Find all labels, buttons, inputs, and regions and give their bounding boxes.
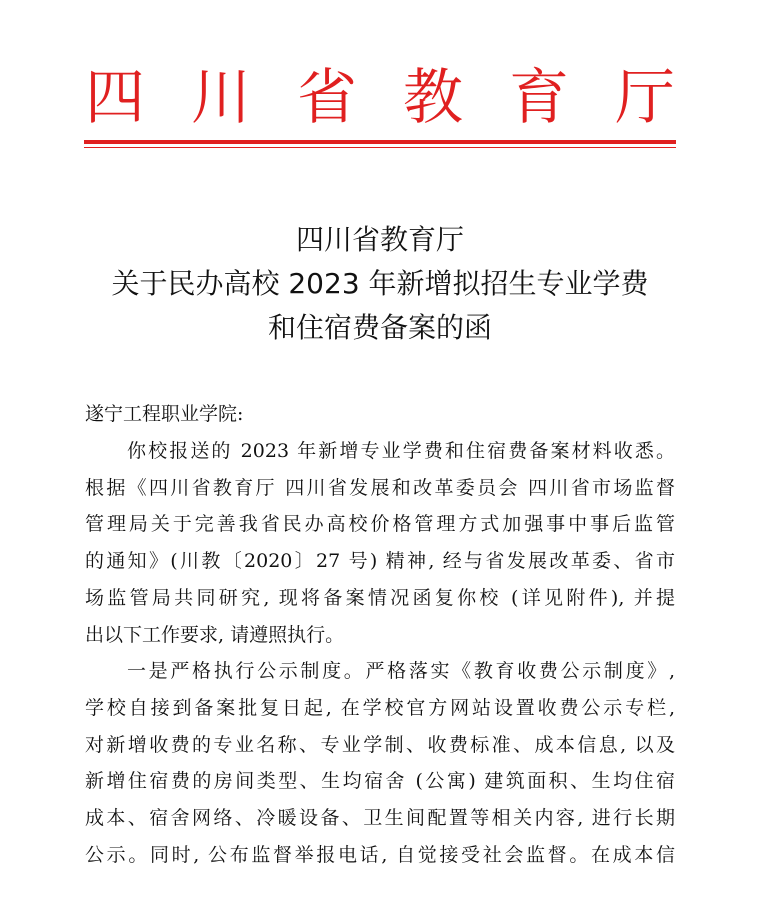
- body-line: 新增住宿费的房间类型、生均宿舍 (公寓) 建筑面积、生均住宿: [85, 770, 675, 793]
- title-line: 和住宿费备案的函: [267, 311, 492, 344]
- body-line: 场监管局共同研究, 现将备案情况函复你校 (详见附件), 并提: [85, 586, 675, 609]
- salutation: 遂宁工程职业学院:: [85, 403, 244, 425]
- letterhead-char: 教: [403, 63, 463, 133]
- letterhead-divider: [84, 140, 676, 144]
- body-line: 根据《四川省教育厅 四川省发展和改革委员会 四川省市场监督: [85, 476, 675, 499]
- body-line: 出以下工作要求, 请遵照执行。: [85, 623, 345, 646]
- body-line: 学校自接到备案批复日起, 在学校官方网站设置收费公示专栏,: [85, 696, 675, 719]
- body-line: 成本、宿舍网络、冷暖设备、卫生间配置等相关内容, 进行长期: [85, 807, 675, 830]
- body-line: 的通知》(川教〔2020〕27 号) 精神, 经与省发展改革委、省市: [85, 550, 675, 573]
- body-line: 你校报送的 2023 年新增专业学费和住宿费备案材料收悉。: [127, 440, 675, 462]
- document-title: [60, 218, 700, 350]
- letterhead-char: 省: [297, 63, 357, 133]
- letterhead-divider-thin: [84, 147, 676, 148]
- letterhead: [85, 58, 675, 138]
- letterhead-char: 四: [85, 63, 145, 133]
- body-line: 管理局关于完善我省民办高校价格管理方式加强事中事后监管: [85, 513, 675, 536]
- body-line: 对新增收费的专业名称、专业学制、收费标准、成本信息, 以及: [85, 733, 675, 756]
- document-body: [85, 433, 675, 873]
- body-line: 一是严格执行公示制度。严格落实《教育收费公示制度》,: [127, 660, 675, 683]
- body-line: 公示。同时, 公布监督举报电话, 自觉接受社会监督。在成本信: [85, 843, 675, 866]
- title-line: 四川省教育厅: [295, 223, 464, 256]
- title-line: 关于民办高校 2023 年新增拟招生专业学费: [111, 267, 649, 300]
- letterhead-char: 川: [191, 63, 251, 133]
- letterhead-char: 厅: [615, 63, 675, 133]
- letterhead-char: 育: [509, 63, 569, 133]
